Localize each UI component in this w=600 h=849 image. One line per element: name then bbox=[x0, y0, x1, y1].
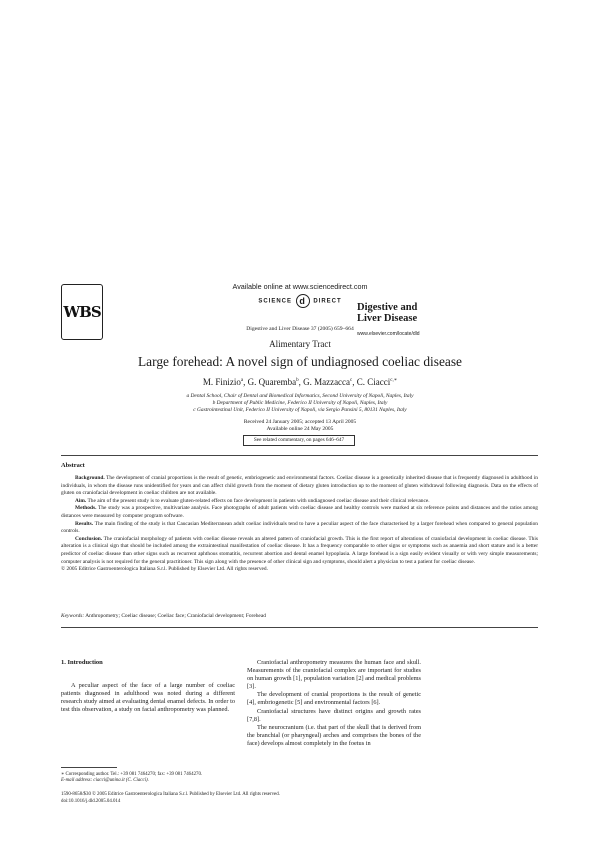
abstract-body bbox=[61, 475, 538, 574]
abstract-text: The main finding of the study is that Caucasian Mediterranean adult coeliac individuals tend to have a peculiar aspect of the face characterised by a larger forehead when compared to general population controls. bbox=[61, 520, 538, 535]
received-date: Received 24 January 2005; accepted 13 April 2005 bbox=[243, 419, 357, 425]
abstract-text: The craniofacial morphology of patients with coeliac disease reveals an altered pattern of craniofacial growth. This is the first report of alterations of craniofacial development in coeliac disease. This alteration is a clinical sign that should be included among the extraintestinal manifestation of coeliac disease. It has a frequency comparable to other signs or symptoms such as anaemia and short stature and is a better predictor of coeliac disease than other signs such as recurrent aphthous stomatitis, recurrent abortion and dental enamel hypoplasia. A large forehead is a sign easily evident visually or with very simple measurements; computer analysis is not required for the general practitioner. This sign along with the presence of other clinical sign and symptoms, should alert a physician to test a patient for coeliac disease. bbox=[61, 535, 538, 565]
issn-line: 1590-8658/$30 © 2005 Editrice Gastroenterologica Italiana S.r.l. Published by Elsevier Ltd. All rights reserved. bbox=[61, 792, 280, 797]
abstract-label: Aim. bbox=[75, 497, 87, 504]
author-list: M. Finizio$^a$, G. Quaremba$^b$, G. Mazzacca$^c$, C. Ciacci$^{c,∗}$ bbox=[202, 377, 398, 387]
abstract-label: Results. bbox=[75, 520, 94, 527]
copyright: © 2005 Editrice Gastroenterologica Italiana S.r.l. Published by Elsevier Ltd. All rights reserved. bbox=[61, 566, 268, 573]
author-name: C. Ciacci bbox=[356, 377, 391, 387]
abstract-label: Conclusion. bbox=[75, 535, 103, 542]
abstract-text: The study was a prospective, multivariate analysis. Face photographs of adult patients with coeliac disease and healthy controls were marked at six reference points and distances and the ratios among distances were measured by computer program software. bbox=[61, 505, 538, 519]
journal-citation: Digestive and Liver Disease 37 (2005) 659–664 bbox=[246, 326, 354, 332]
keywords-label: Keywords: bbox=[61, 613, 85, 619]
footnote-corresponding: ∗ Corresponding author. Tel.: +39 081 7464270; fax: +39 081 7464270. bbox=[61, 772, 203, 777]
abstract-label: Methods. bbox=[75, 505, 97, 512]
sciencedirect-at-icon: d bbox=[296, 294, 310, 308]
author-sup: c,∗ bbox=[390, 378, 398, 383]
divider bbox=[61, 627, 538, 628]
body-paragraph: The neurocranium (i.e. that part of the skull that is derived from the branchial (or pharyngeal) arches and comprises the bones of the face) develops almost completely in the foetus in bbox=[247, 723, 421, 747]
affiliation: b Department of Public Medicine, Federico II University of Napoli, Naples, Italy bbox=[212, 400, 388, 406]
footnote-email[interactable]: E-mail address: ciacci@unina.it (C. Ciacci). bbox=[61, 778, 149, 784]
footnote bbox=[61, 772, 261, 785]
divider bbox=[61, 455, 538, 456]
sciencedirect-left: SCIENCE bbox=[258, 298, 292, 305]
affiliation: a Dental School, Chair of Dental and Biomedical Informatics, Second University of Napoli, Naples, Italy bbox=[186, 393, 414, 399]
right-column bbox=[247, 659, 421, 748]
doi-line[interactable]: doi:10.1016/j.dld.2005.04.014 bbox=[61, 799, 121, 804]
left-column bbox=[61, 682, 235, 714]
keywords-list: Anthropometry; Coeliac disease; Coeliac face; Craniofacial development; Forehead bbox=[85, 613, 266, 619]
abstract-paragraph bbox=[61, 536, 538, 566]
author-name: G. Mazzacca bbox=[303, 377, 351, 387]
body-paragraph: The development of cranial proportions is the result of genetic [4], embriogenetic [5] and environmental factors [6]. bbox=[247, 691, 421, 707]
affiliation: c Gastrointestinal Unit, Federico II University of Napoli, via Sergio Pansini 5, 80131 Naples, Italy bbox=[193, 407, 407, 413]
author-sup: a bbox=[240, 378, 244, 383]
abstract-label: Background. bbox=[75, 475, 105, 481]
body-paragraph: Craniofacial structures have distinct origins and growth rates [7,8]. bbox=[247, 707, 421, 723]
journal-name: Digestive and Liver Disease bbox=[357, 302, 418, 324]
sciencedirect-right: DIRECT bbox=[313, 298, 342, 305]
author-sup: c bbox=[350, 378, 353, 383]
author-sup: b bbox=[296, 378, 299, 383]
abstract-text: The aim of the present study is to evaluate gluten-related effects on face development in patients with undiagnosed coeliac disease and their clinical relevance. bbox=[87, 497, 430, 504]
footnote-divider bbox=[61, 767, 117, 768]
body-paragraph: Craniofacial anthropometry measures the human face and skull. Measurements of the craniofacial complex are important for studies on human growth [1], population variation [2] and medical problems [3]. bbox=[247, 659, 421, 691]
abstract-text: The development of cranial proportions is the result of genetic, embriogenetic and environmental factors. Coeliac disease is a genetically inherited disease that is frequently diagnosed in adulthood in individuals, in whom the disease runs unidentified for years and can affect child growth from the moment of dietary gluten introduction up to the moment of gluten withdrawal following diagnosis. Data on the effects of gluten on craniofacial development in coeliac children are not available. bbox=[61, 475, 538, 497]
abstract-heading: Abstract bbox=[61, 462, 85, 469]
sciencedirect-logo bbox=[0, 294, 600, 308]
intro-heading: 1. Introduction bbox=[61, 659, 103, 666]
abstract-paragraph bbox=[61, 505, 538, 520]
publisher-logo-text: WBS bbox=[63, 302, 101, 321]
journal-url[interactable]: www.elsevier.com/locate/dld bbox=[357, 331, 420, 337]
article-title: Large forehead: A novel sign of undiagnosed coeliac disease bbox=[138, 354, 462, 369]
author-name: M. Finizio bbox=[202, 377, 241, 387]
keywords bbox=[61, 613, 538, 619]
related-commentary-link[interactable]: See related commentary, on pages 646–647 bbox=[243, 435, 355, 446]
body-paragraph: A peculiar aspect of the face of a large number of coeliac patients diagnosed in adulthood was noted during a different research study aimed at evaluating dental enamel defects. In order to test this observation, a study on facial anthropometry was planned. bbox=[61, 682, 235, 714]
author-name: G. Quaremba bbox=[247, 377, 297, 387]
online-date: Available online 24 May 2005 bbox=[266, 426, 334, 432]
article-section: Alimentary Tract bbox=[269, 339, 331, 349]
abstract-paragraph bbox=[61, 475, 538, 498]
abstract-paragraph bbox=[61, 521, 538, 536]
available-online[interactable]: Available online at www.sciencedirect.com bbox=[232, 282, 368, 291]
